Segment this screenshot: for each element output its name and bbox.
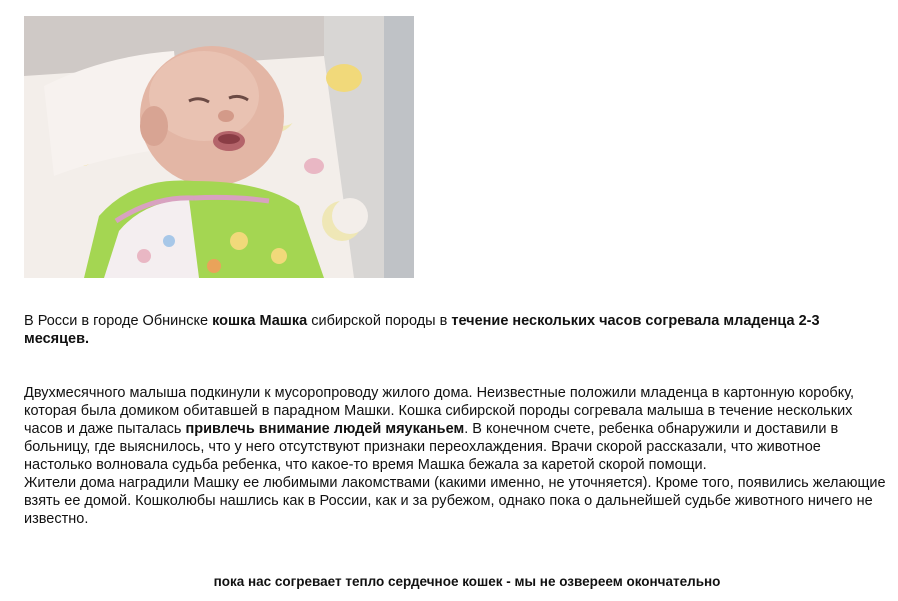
paragraph-1-bold: привлечь внимание людей мяуканьем [185, 421, 465, 437]
headline-bold-warming: течение нескольких часов согревала младенца 2-3 месяцев. [24, 313, 820, 347]
headline-text-2: сибирской породы в [307, 313, 452, 329]
article-body [24, 384, 890, 528]
paragraph-1-text-1: Двухмесячного малыша подкинули к мусоропроводу жилого дома. Неизвестные положили младенца в картонную коробку, которая была домиком обитавшей в парадном Машки. Кошка сибирской породы согревала малыша в течение нескольких часов и даже пыталась [24, 385, 855, 437]
paragraph-1 [24, 384, 890, 474]
footer-slogan: пока нас согревает тепло сердечное кошек - мы не озвереем окончательно [213, 574, 721, 589]
baby-photo-illustration [24, 16, 414, 278]
headline-text-1: В Росси в городе Обнинске [24, 313, 213, 329]
headline-bold-cat: кошка Машка [212, 313, 308, 329]
headline [24, 312, 884, 348]
paragraph-2: Жители дома наградили Машку ее любимыми лакомствами (какими именно, не уточняется). Кроме того, появились желающие взять ее домой. Кошколюбы нашлись как в России, как и за рубежом, однако пока о дальнейшей судьбе животного ничего не известно. [24, 475, 886, 527]
baby-photo [24, 16, 414, 278]
paragraph-1-text-2: . В конечном счете, ребенка обнаружили и доставили в больницу, где выяснилось, что у него отсутствуют признаки переохлаждения. Врачи скорой рассказали, что животное настолько волновала судьба ребенка, что какое-то время Машка бежала за каретой скорой помощи. [24, 421, 839, 473]
